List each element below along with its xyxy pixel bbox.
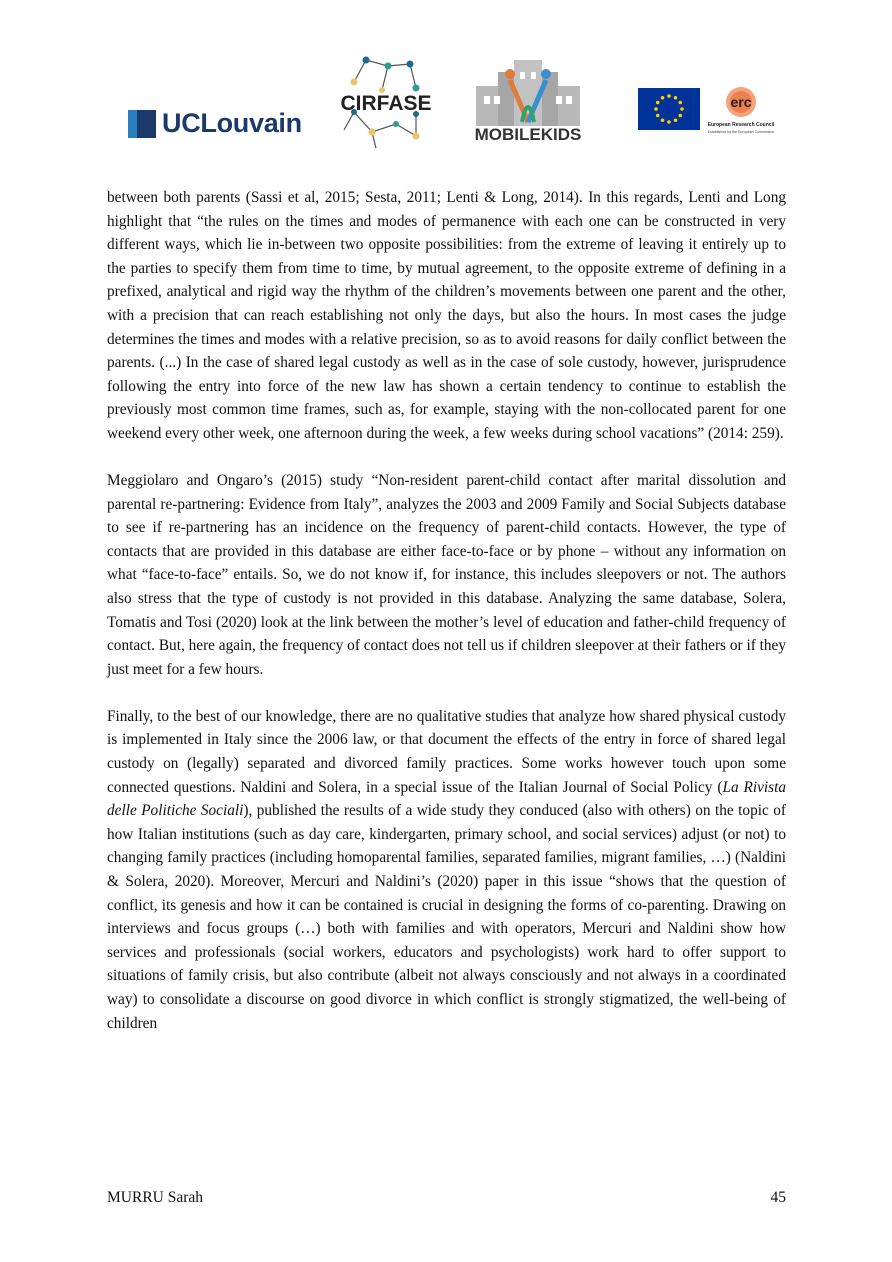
paragraph-3-text-b: ), published the results of a wide study they conduced (also with others) on the topic of how Italian institutions (such as day care, kindergarten, primary school, and social services) adjust (or not) to changing family practices (including homoparental families, separated families, migrant families, …) (Naldini & Solera, 2020). Moreover, Mercuri and Naldini’s (2020) paper in this issue “shows that the question of conflict, its genesis and how it can be contained is crucial in designing the forms of co-parenting. Drawing on interviews and focus groups (…) both with families and with operators, Mercuri and Naldini show how services and professionals (social workers, educators and psychologists) work hard to offer support to situations of family crisis, but also contribute (albeit not always consciously and not always in a coordinated way) to consolidate a discourse on good divorce in which conflict is strongly stigmatized, the well-being of children [107, 802, 786, 1032]
eu-star-icon [656, 101, 660, 105]
eu-star-icon [661, 118, 665, 122]
eu-star-icon [661, 96, 665, 100]
journal-title: La Rivista delle Politiche Sociali [107, 778, 787, 820]
main-text [107, 186, 786, 1059]
paragraph-3-text-a: Finally, to the best of our knowledge, there are no qualitative studies that analyze how shared physical custody is implemented in Italy since the 2006 law, or that document the effects of the entry in force of shared legal custody on (legally) separated and divorced family practices. Some works however touch upon some connected questions. Naldini and Solera, in a special issue of the Italian Journal of Social Policy ( [107, 707, 786, 796]
eu-star-icon [654, 107, 658, 111]
paragraph-3 [107, 705, 786, 1035]
uclouvain-logo [128, 108, 302, 139]
erc-subtitle: European Research Council [707, 122, 775, 128]
footer-author: MURRU Sarah [107, 1189, 204, 1206]
page-header [0, 0, 892, 170]
mobilekids-logo [458, 52, 598, 144]
eu-star-icon [656, 114, 660, 118]
eu-star-icon [680, 107, 684, 111]
erc-logo-text: erc [730, 94, 752, 110]
eu-star-icon [667, 120, 671, 124]
eu-flag-icon [638, 88, 700, 130]
paragraph-2: Meggiolaro and Ongaro’s (2015) study “Non-resident parent-child contact after marital dissolution and parental re-partnering: Evidence from Italy”, analyzes the 2003 and 2009 Family and Social Subjects database to see if re-partnering has an incidence on the frequency of parent-child contacts. However, the type of contacts that are provided in this database are either face-to-face or by phone – without any information on what “face-to-face” entails. So, we do not know if, for instance, this includes sleepovers or not. The authors also stress that the type of custody is not provided in this database. Analyzing the same database, Solera, Tomatis and Tosi (2020) look at the link between the mother’s level of education and father-child frequency of contact. But, here again, the frequency of contact does not tell us if children sleepover at their fathers or if they just meet for a few hours. [107, 472, 786, 678]
uclouvain-logo-text: UCLouvain [162, 108, 302, 138]
uclouvain-mark-icon [128, 110, 156, 138]
eu-star-icon [674, 118, 678, 122]
cirfase-logo-text: CIRFASE [340, 92, 432, 115]
mobilekids-logo-text: MOBILEKIDS [474, 125, 582, 144]
eu-star-icon [678, 114, 682, 118]
erc-logo [706, 82, 776, 138]
erc-tagline: Established by the European Commission [707, 130, 775, 134]
cirfase-logo [336, 52, 436, 152]
page-number: 45 [770, 1189, 786, 1206]
eu-star-icon [674, 96, 678, 100]
eu-star-icon [667, 94, 671, 98]
paragraph-1: between both parents (Sassi et al, 2015; Sesta, 2011; Lenti & Long, 2014). In this regards, Lenti and Long highlight that “the rules on the times and modes of permanence with each one can be constructed in very different ways, which lie in-between two opposite possibilities: from the extreme of leaving it entirely up to the parties to specify them from time to time, by mutual agreement, to the opposite extreme of defining in a prefixed, analytical and rigid way the rhythm of the children’s movements between one parent and the other, with a precision that can reach establishing not only the days, but also the hours. In most cases the judge determines the times and modes with a relative precision, so as to avoid reasons for daily conflict between the parents. (...) In the case of shared legal custody as well as in the case of sole custody, however, jurisprudence following the entry into force of the new law has shown a certain tendency to continue to establish the previously most common time frames, such as, for example, staying with the non-collocated parent for one weekend every other week, one afternoon during the week, a few weeks during school vacations” (2014: 259). [107, 189, 786, 442]
eu-star-icon [678, 101, 682, 105]
